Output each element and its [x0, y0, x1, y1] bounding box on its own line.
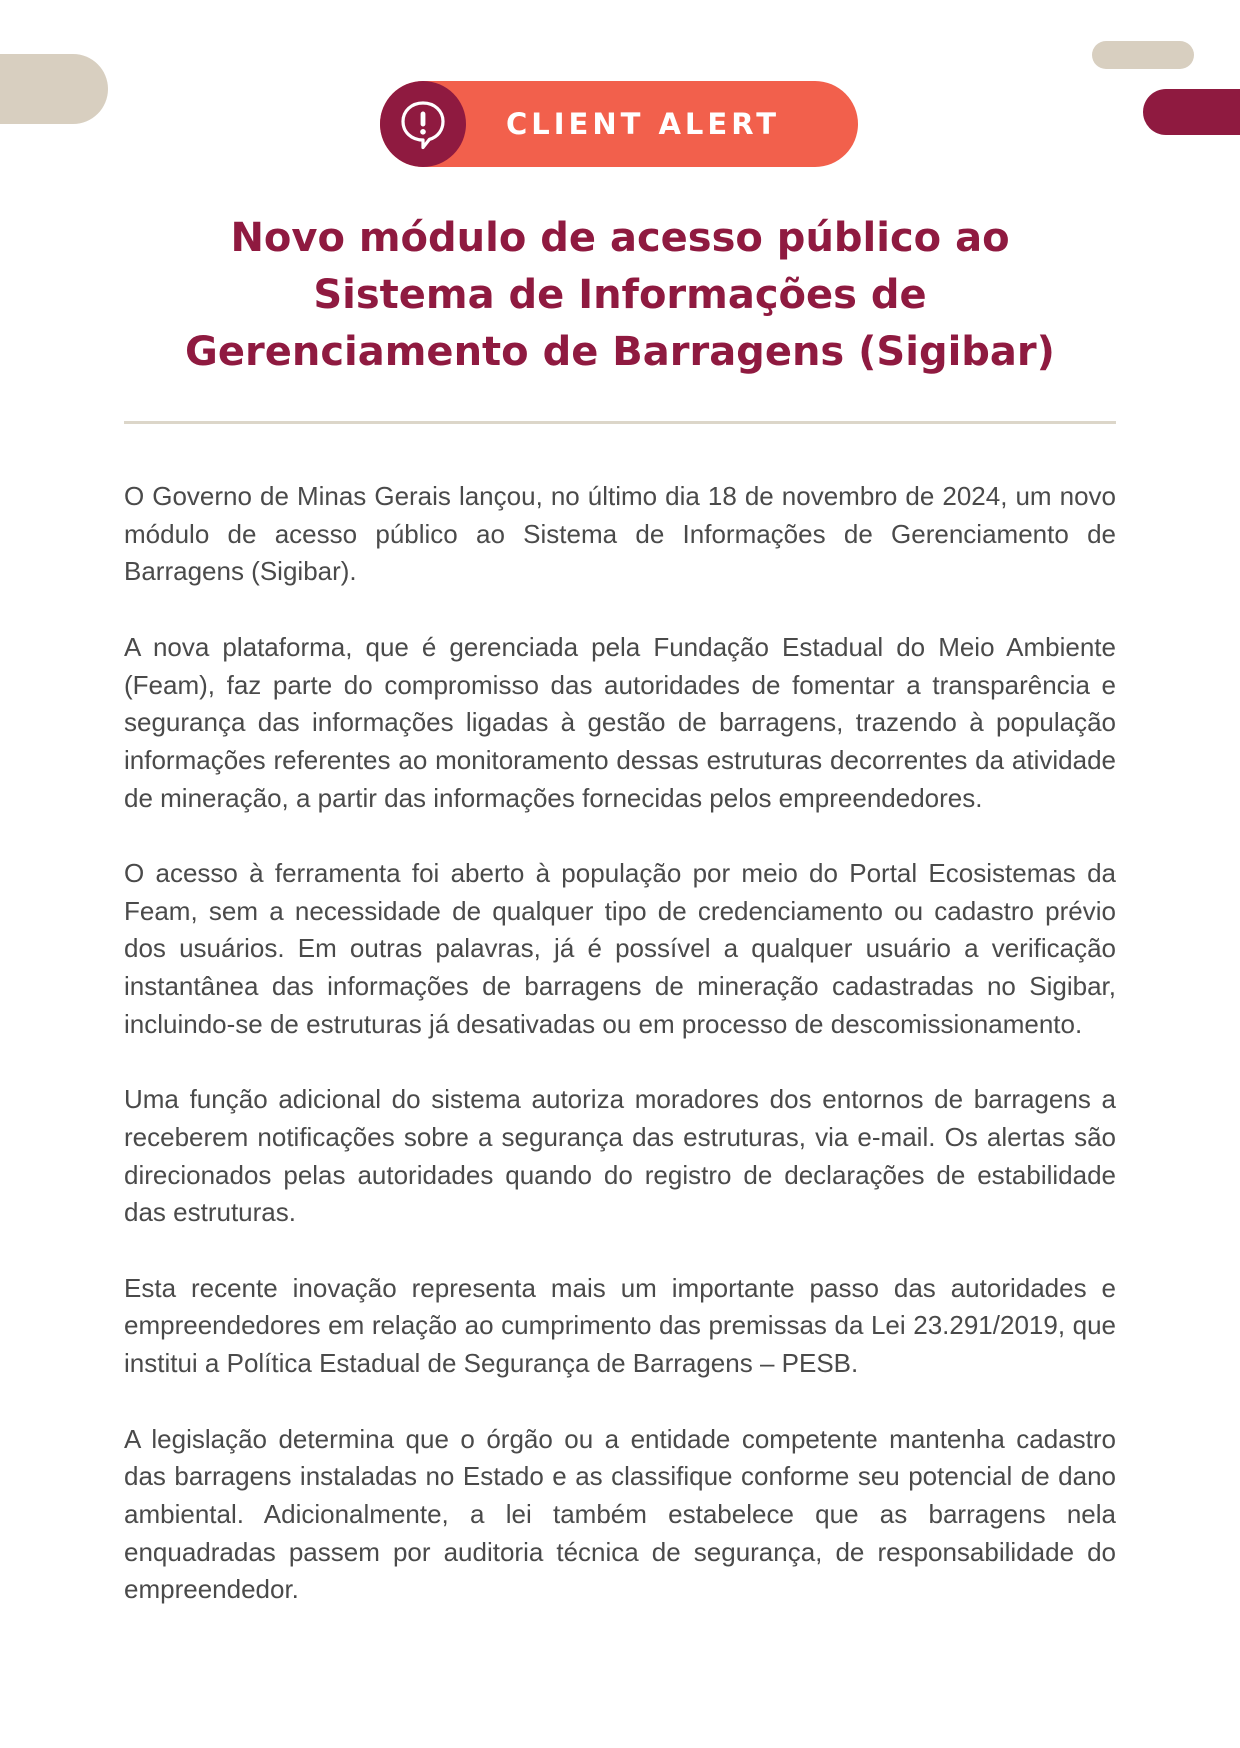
paragraph: Esta recente inovação representa mais um importante passo das autoridades e empreendedores em relação ao cumprimento das premissas da Lei 23.291/2019, que institui a Política Estadual de Segurança de Barragens – PESB.: [124, 1272, 1116, 1379]
decorative-shape-right-maroon: [1143, 89, 1240, 135]
title-line: Sistema de Informações de: [313, 272, 927, 318]
paragraph: A nova plataforma, que é gerenciada pela Fundação Estadual do Meio Ambiente (Feam), faz parte do compromisso das autoridades de fomentar a transparência e segurança das informações ligadas à gestão de barragens, trazendo à população informações referentes ao monitoramento dessas estruturas decorrentes da atividade de mineração, a partir das informações fornecidas pelos empreendedores.: [124, 631, 1116, 813]
title-line: Novo módulo de acesso público ao: [230, 215, 1010, 261]
decorative-shape-top-right: [1092, 41, 1194, 69]
decorative-shape-left: [0, 54, 108, 124]
paragraph: A legislação determina que o órgão ou a entidade competente mantenha cadastro das barragens instaladas no Estado e as classifique conforme seu potencial de dano ambiental. Adicionalmente, a lei também estabelece que as barragens nela enquadradas passem por auditoria técnica de segurança, de responsabilidade do empreendedor.: [124, 1423, 1116, 1605]
paragraph: O Governo de Minas Gerais lançou, no último dia 18 de novembro de 2024, um novo módulo de acesso público ao Sistema de Informações de Gerenciamento de Barragens (Sigibar).: [124, 481, 1116, 587]
alert-icon-circle: [380, 81, 466, 167]
title-divider: [124, 421, 1116, 424]
paragraph: O acesso à ferramenta foi aberto à população por meio do Portal Ecosistemas da Feam, sem a necessidade de qualquer tipo de credenciamento ou cadastro prévio dos usuários. Em outras palavras, já é possível a qualquer usuário a verificação instantânea das informações de barragens de mineração cadastradas no Sigibar, incluindo-se de estruturas já desativadas ou em processo de descomissionamento.: [124, 858, 1116, 1039]
paragraph: Uma função adicional do sistema autoriza moradores dos entornos de barragens a receberem notificações sobre a segurança das estruturas, via e-mail. Os alertas são direcionados pelas autoridades quando do registro de declarações de estabilidade das estruturas.: [124, 1084, 1116, 1228]
article-body: [124, 478, 1116, 1647]
exclamation-speech-bubble-icon: [399, 99, 447, 151]
badge-label: CLIENT ALERT: [505, 107, 781, 141]
page-title: [124, 210, 1116, 381]
title-line: Gerenciamento de Barragens (Sigibar): [185, 329, 1055, 375]
